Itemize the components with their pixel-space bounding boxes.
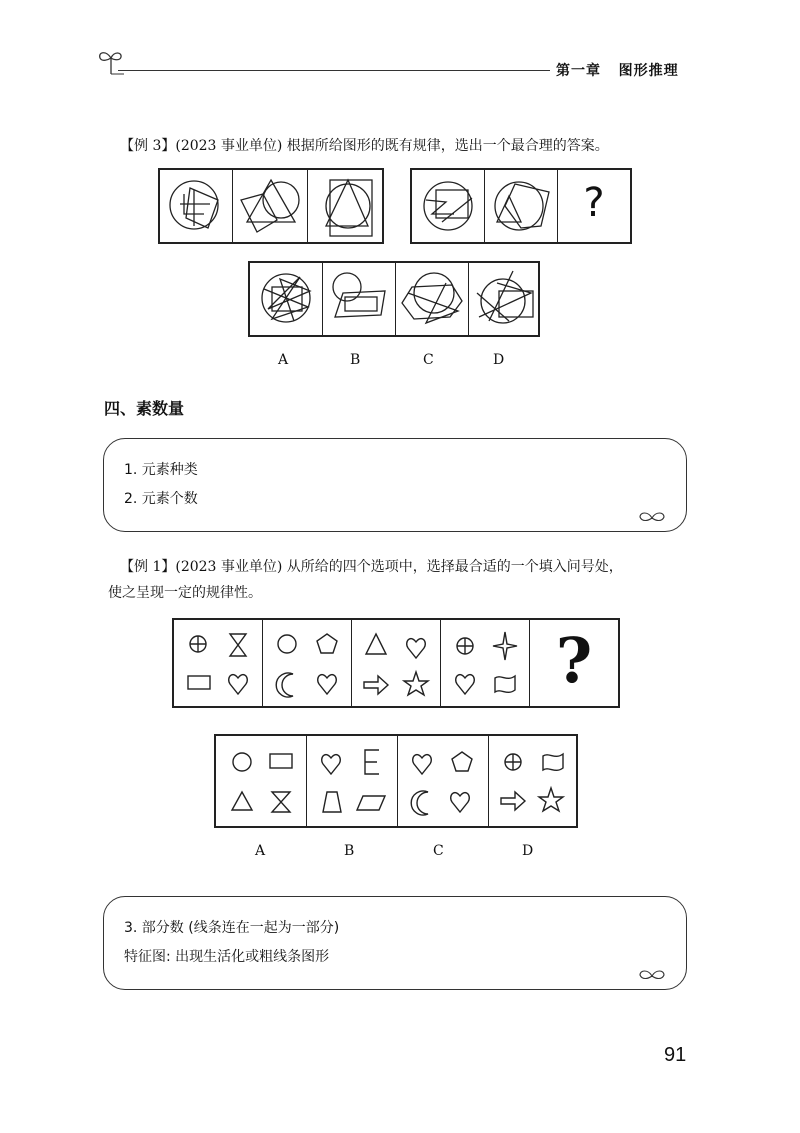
q1-option-d-figure[interactable] xyxy=(488,736,577,826)
q3-option-a-drawing xyxy=(250,263,322,333)
q1-option-a-figure[interactable] xyxy=(216,736,306,826)
q1-missing-figure xyxy=(529,620,618,706)
chapter-topic: 图形推理 xyxy=(618,63,679,79)
q3-option-b-drawing xyxy=(323,263,395,333)
question-mark: ? xyxy=(555,624,593,697)
note-item-3: 3. 部分数 (线条连在一起为一部分) xyxy=(124,920,340,936)
note-feature: 特征图: 出现生活化或粗线条图形 xyxy=(124,949,330,965)
q1-figure-row xyxy=(172,618,620,708)
q3-option-c-label[interactable]: C xyxy=(423,352,434,368)
header-chapter-title xyxy=(556,60,679,80)
q1-prompt-line-1: 【例 1】(2023 事业单位) 从所给的四个选项中，选择最合适的一个填入问号处， xyxy=(120,559,623,575)
q3-option-b-figure[interactable] xyxy=(322,263,395,335)
q1-figure-1 xyxy=(174,620,262,706)
q3-option-c-drawing xyxy=(396,263,468,333)
q1-figure-3-drawing xyxy=(352,620,440,704)
page-number: 91 xyxy=(664,1044,687,1066)
note-item-1: 1. 元素种类 xyxy=(124,462,198,478)
note-box-part-count xyxy=(103,896,687,990)
q3-figure-group-2 xyxy=(410,168,632,244)
q1-options xyxy=(214,734,578,828)
q1-figure-2 xyxy=(262,620,351,706)
q3-figure-4-drawing xyxy=(412,170,484,240)
q1-figure-3 xyxy=(351,620,440,706)
q3-option-c-figure[interactable] xyxy=(395,263,468,335)
q1-option-b-drawing xyxy=(307,736,397,824)
q3-option-a-figure[interactable] xyxy=(250,263,322,335)
q1-figure-4-drawing xyxy=(441,620,529,704)
leaf-icon xyxy=(638,509,666,525)
q3-figure-5 xyxy=(484,170,557,242)
q1-figure-2-drawing xyxy=(263,620,351,704)
q3-figure-4 xyxy=(412,170,484,242)
q3-figure-3 xyxy=(307,170,382,242)
q1-figure-1-drawing xyxy=(174,620,262,704)
question-mark: ? xyxy=(583,180,605,226)
q1-figure-4 xyxy=(440,620,529,706)
note-box-element-types xyxy=(103,438,687,532)
q1-prompt-line-2: 使之呈现一定的规律性。 xyxy=(108,585,262,601)
section-heading: 四、素数量 xyxy=(104,399,185,418)
q1-option-c-drawing xyxy=(398,736,488,824)
q1-option-b-label[interactable]: B xyxy=(344,843,355,859)
q1-option-a-drawing xyxy=(216,736,306,824)
q3-figure-2-drawing xyxy=(233,170,307,240)
q3-option-b-label[interactable]: B xyxy=(350,352,361,368)
q3-missing-figure xyxy=(557,170,630,242)
q1-option-a-label[interactable]: A xyxy=(255,843,266,859)
q3-option-d-figure[interactable] xyxy=(468,263,539,335)
q3-options xyxy=(248,261,540,337)
header-rule xyxy=(118,70,550,71)
sprout-icon xyxy=(96,46,126,76)
q3-option-d-label[interactable]: D xyxy=(493,352,505,368)
q3-figure-3-drawing xyxy=(308,170,382,240)
q1-option-d-label[interactable]: D xyxy=(522,843,534,859)
q3-figure-5-drawing xyxy=(485,170,557,240)
q1-option-c-figure[interactable] xyxy=(397,736,488,826)
leaf-icon xyxy=(638,967,666,983)
q1-option-b-figure[interactable] xyxy=(306,736,397,826)
q3-figure-group-1 xyxy=(158,168,384,244)
q3-figure-1 xyxy=(160,170,232,242)
chapter-label: 第一章 xyxy=(556,63,601,79)
q3-option-d-drawing xyxy=(469,263,539,333)
q3-figure-1-drawing xyxy=(160,170,232,240)
q1-option-c-label[interactable]: C xyxy=(433,843,444,859)
q1-option-d-drawing xyxy=(489,736,577,824)
q3-figure-2 xyxy=(232,170,307,242)
note-item-2: 2. 元素个数 xyxy=(124,491,198,507)
q3-prompt: 【例 3】(2023 事业单位) 根据所给图形的既有规律，选出一个最合理的答案。 xyxy=(120,138,609,154)
q3-option-a-label[interactable]: A xyxy=(278,352,289,368)
